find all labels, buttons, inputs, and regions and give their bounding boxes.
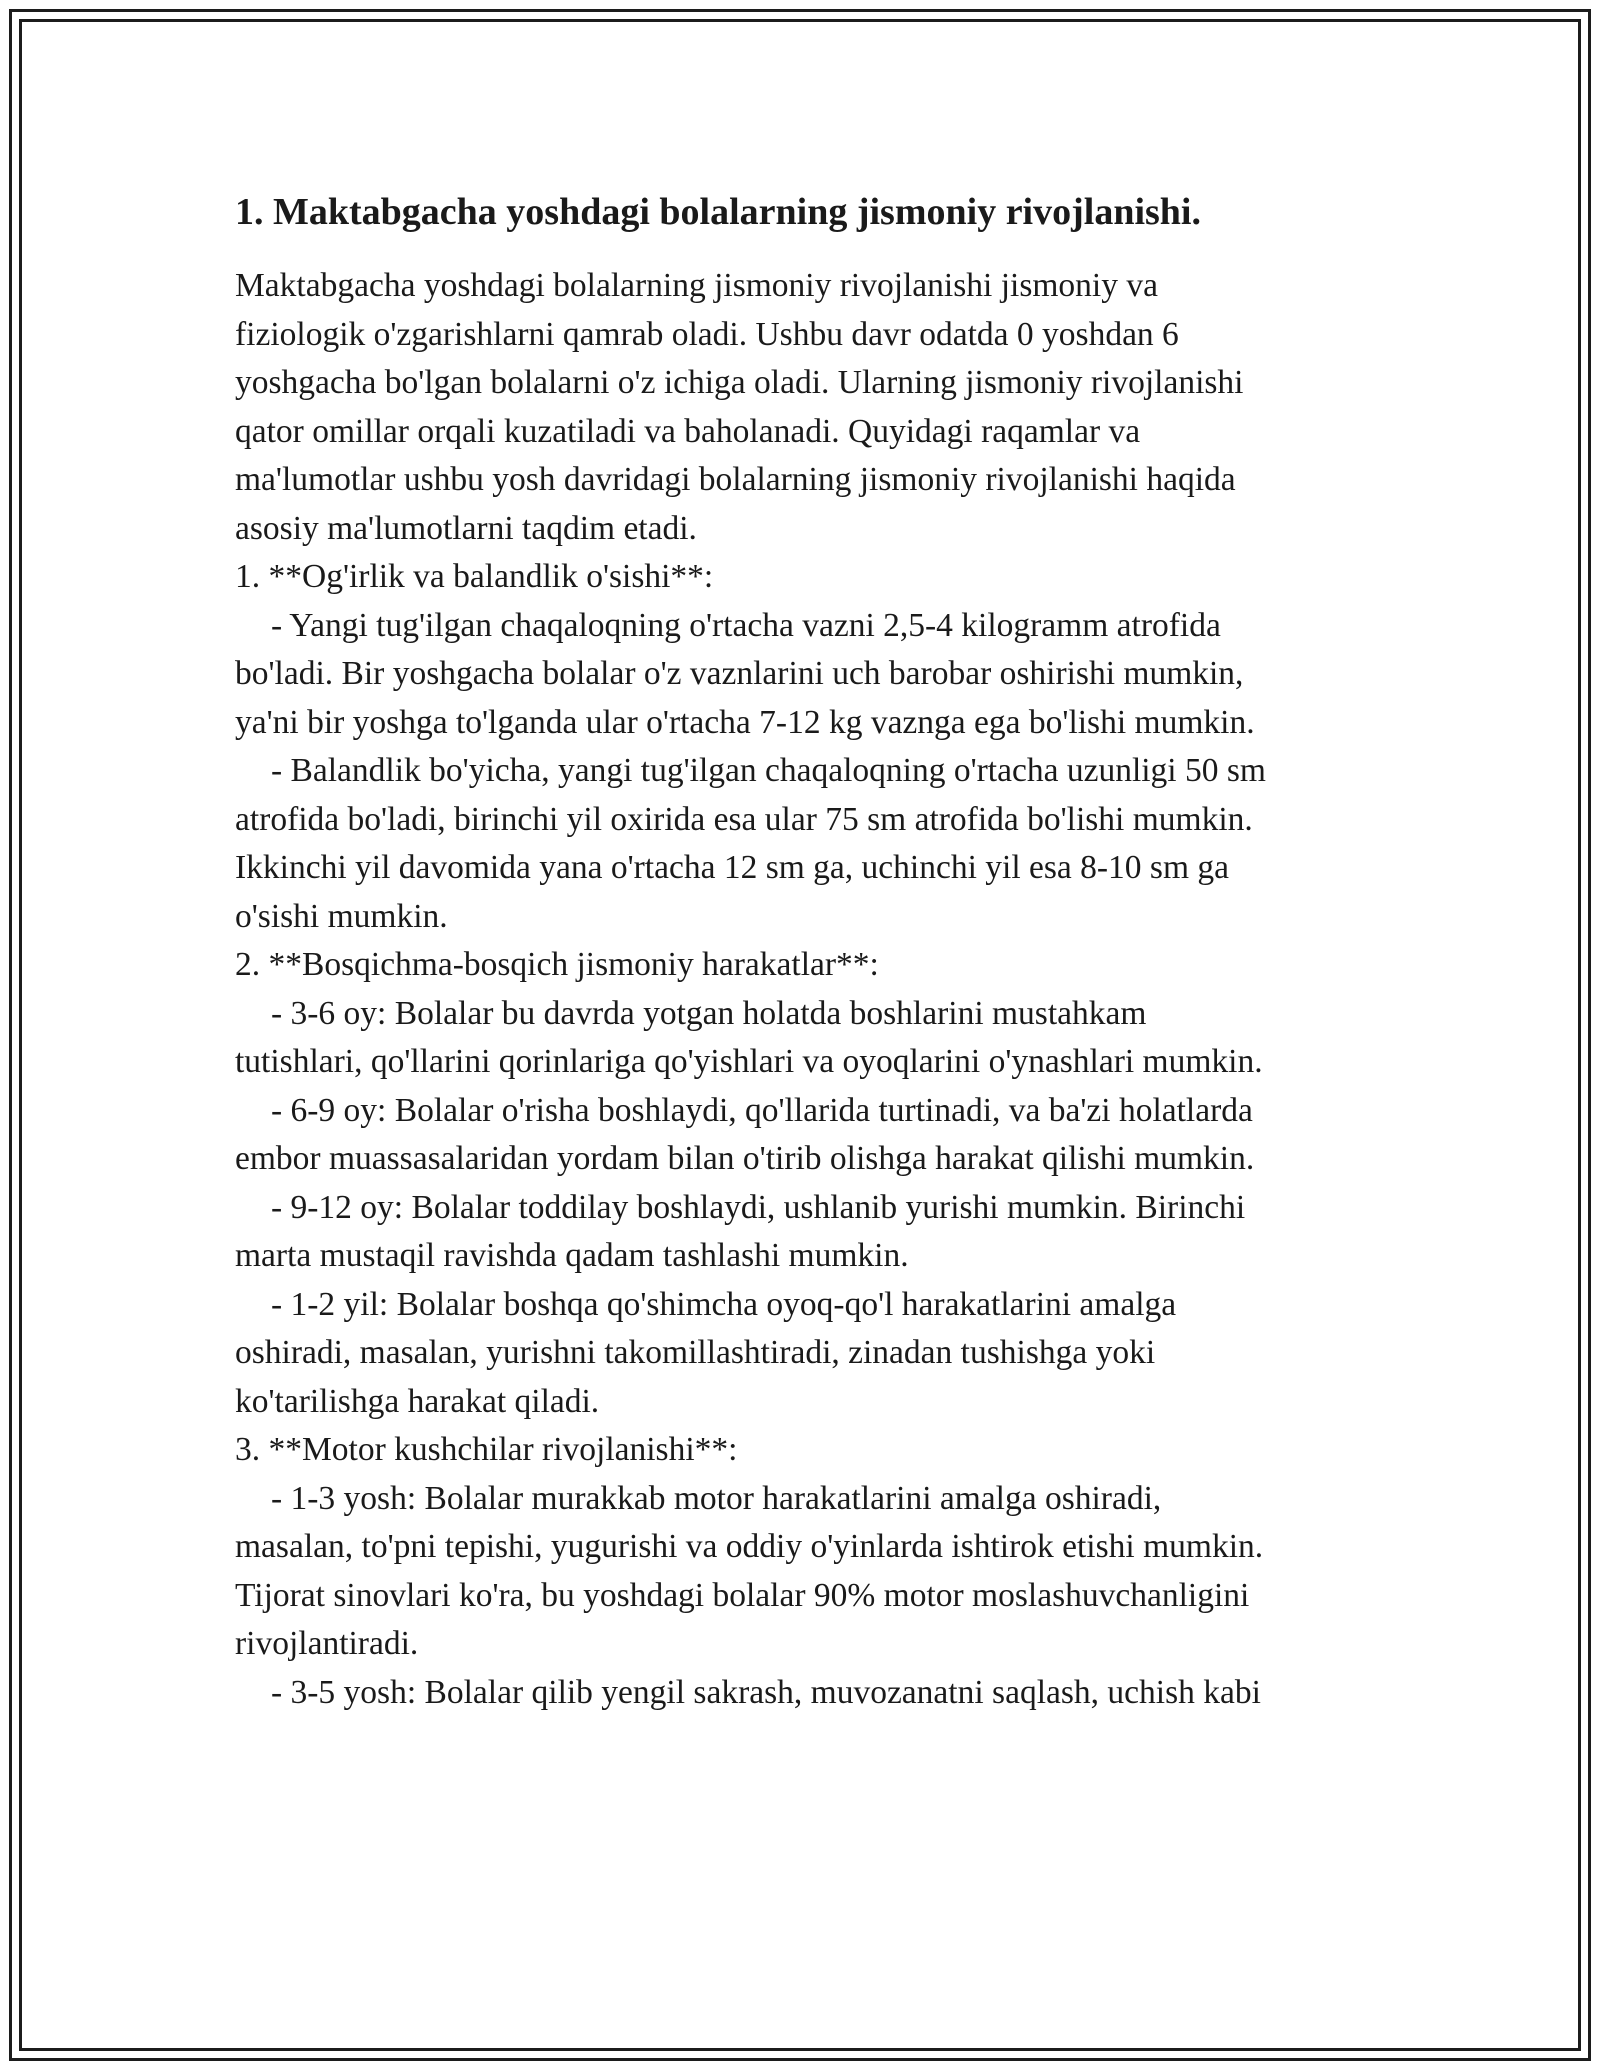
document-body: [235, 188, 1385, 1717]
list-item: - Balandlik bo'yicha, yangi tug'ilgan chaqaloqning o'rtacha uzunligi 50 sm atrofida bo'ladi, birinchi yil oxirida esa ular 75 sm atrofida bo'lishi mumkin. Ikkinchi yil davomida yana o'rtacha 12 sm ga, uchinchi yil esa 8-10 sm ga o'sishi mumkin.: [235, 752, 1266, 935]
list-item: - 6-9 oy: Bolalar o'risha boshlaydi, qo'llarida turtinadi, va ba'zi holatlarda embor muassasalaridan yordam bilan o'tirib olishga harakat qilishi mumkin.: [235, 1091, 1255, 1177]
list-item: - 1-3 yosh: Bolalar murakkab motor harakatlarini amalga oshiradi, masalan, to'pni tepishi, yugurishi va oddiy o'yinlarda ishtirok etishi mumkin. Tijorat sinovlari ko'ra, bu yoshdagi bolalar 90% motor moslashuvchanligini rivojlantiradi.: [235, 1479, 1264, 1662]
list-item: - 3-6 oy: Bolalar bu davrda yotgan holatda boshlarini mustahkam tutishlari, qo'llarini qorinlariga qo'yishlari va oyoqlarini o'ynashlari mumkin.: [235, 994, 1263, 1080]
section-motor-stages: [235, 941, 1385, 1426]
section-motor-skills: [235, 1426, 1385, 1717]
list-item: - Yangi tug'ilgan chaqaloqning o'rtacha vazni 2,5-4 kilogramm atrofida bo'ladi. Bir yoshgacha bolalar o'z vaznlarini uch barobar oshirishi mumkin, ya'ni bir yoshga to'lganda ular o'rtacha 7-12 kg vaznga ega bo'lishi mumkin.: [235, 606, 1255, 741]
list-item: - 9-12 oy: Bolalar toddilay boshlaydi, ushlanib yurishi mumkin. Birinchi marta mustaqil ravishda qadam tashlashi mumkin.: [235, 1188, 1246, 1274]
list-item: - 1-2 yil: Bolalar boshqa qo'shimcha oyoq-qo'l harakatlarini amalga oshiradi, masalan, yurishni takomillashtiradi, zinadan tushishga yoki ko'tarilishga harakat qiladi.: [235, 1285, 1177, 1420]
document-title: 1. Maktabgacha yoshdagi bolalarning jismoniy rivojlanishi.: [235, 191, 1201, 233]
intro-paragraph: Maktabgacha yoshdagi bolalarning jismoniy rivojlanishi jismoniy va fiziologik o'zgarishlarni qamrab oladi. Ushbu davr odatda 0 yoshdan 6 yoshgacha bo'lgan bolalarni o'z ichiga oladi. Ularning jismoniy rivojlanishi qator omillar orqali kuzatiladi va baholanadi. Quyidagi raqamlar va ma'lumotlar ushbu yosh davridagi bolalarning jismoniy rivojlanishi haqida asosiy ma'lumotlarni taqdim etadi.: [235, 267, 1244, 547]
section-title: 2. **Bosqichma-bosqich jismoniy harakatlar**:: [235, 946, 879, 983]
section-title: 3. **Motor kushchilar rivojlanishi**:: [235, 1431, 738, 1468]
section-title: 1. **Og'irlik va balandlik o'sishi**:: [235, 558, 714, 595]
list-item: - 3-5 yosh: Bolalar qilib yengil sakrash, muvozanatni saqlash, uchish kabi: [271, 1673, 1261, 1711]
section-weight-height: [235, 553, 1385, 941]
